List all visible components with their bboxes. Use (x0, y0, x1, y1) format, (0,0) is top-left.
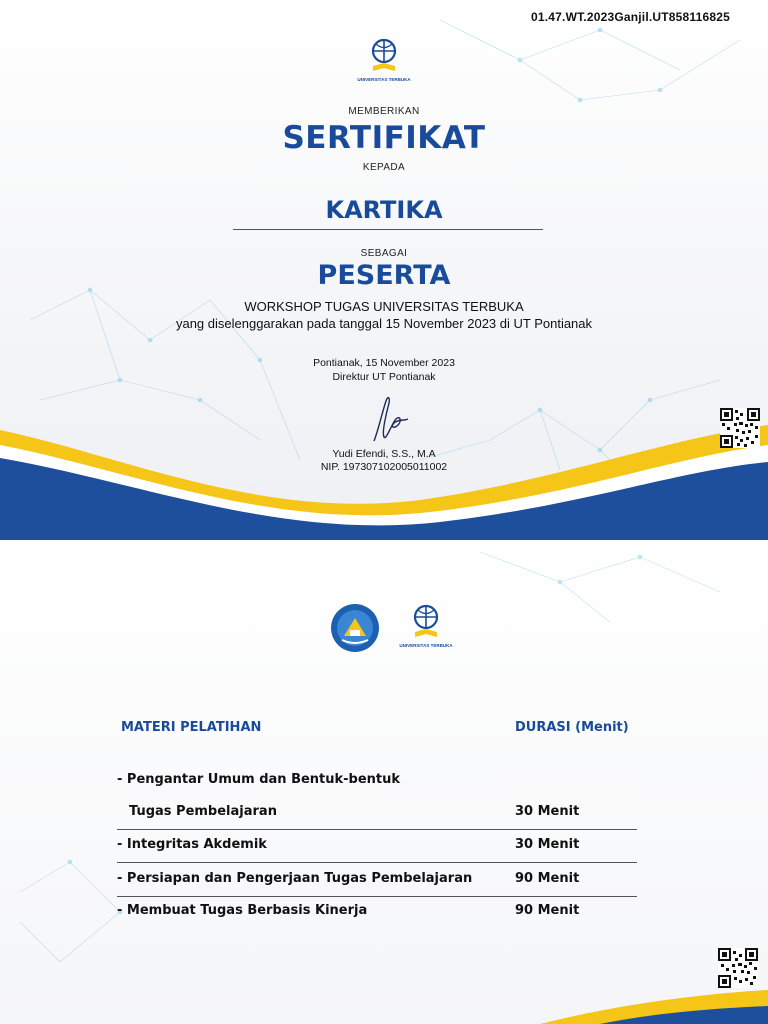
material-name: Tugas Pembelajaran (129, 804, 277, 819)
certificate-serial-number: 01.47.WT.2023Ganjil.UT858116825 (531, 10, 730, 24)
certificate-title: SERTIFIKAT (282, 120, 486, 156)
material-name: - Integritas Akdemik (117, 837, 267, 852)
participant-role: PESERTA (317, 260, 451, 291)
material-duration: 90 Menit (515, 903, 580, 918)
signer-name: Yudi Efendi, S.S., M.A (332, 448, 436, 460)
table-row (117, 903, 637, 929)
row-divider (117, 896, 637, 897)
ut-emblem-icon (369, 38, 399, 74)
sebagai-label: SEBAGAI (360, 248, 408, 259)
material-name: - Pengantar Umum dan Bentuk-bentuk (117, 772, 401, 787)
signer-nip: NIP. 197307102005011002 (320, 461, 448, 473)
event-name: WORKSHOP TUGAS UNIVERSITAS TERBUKA (244, 299, 524, 314)
signer-title: Direktur UT Pontianak (332, 371, 436, 383)
certificate-back (0, 542, 768, 1024)
recipient-name: KARTIKA (325, 196, 443, 224)
table-row (117, 804, 637, 830)
material-name: - Persiapan dan Pengerjaan Tugas Pembelajaran (117, 871, 473, 886)
qr-code-icon (718, 948, 758, 988)
ut-logo (396, 604, 456, 650)
table-row (117, 871, 637, 897)
material-duration: 30 Menit (515, 837, 580, 852)
name-underline (233, 229, 543, 230)
materials-header: MATERI PELATIHAN (121, 720, 262, 735)
duration-header: DURASI (Menit) (515, 720, 629, 735)
row-divider (117, 829, 637, 830)
material-name: - Membuat Tugas Berbasis Kinerja (117, 903, 368, 918)
ut-logo-text: UNIVERSITAS TERBUKA (357, 77, 411, 82)
kepada-label: KEPADA (362, 162, 406, 173)
material-duration: 90 Menit (515, 871, 580, 886)
row-divider (117, 862, 637, 863)
material-duration: 30 Menit (515, 804, 580, 819)
ut-logo-text: UNIVERSITAS TERBUKA (399, 643, 453, 648)
ut-emblem-icon (411, 604, 441, 640)
table-row (117, 772, 637, 798)
kemdikbud-logo-icon (330, 602, 380, 654)
table-row (117, 837, 637, 863)
memberikan-label: MEMBERIKAN (348, 106, 420, 117)
qr-code-icon (720, 408, 760, 448)
signature-image (364, 393, 414, 445)
event-detail: yang diselenggarakan pada tanggal 15 November 2023 di UT Pontianak (175, 316, 593, 331)
place-date: Pontianak, 15 November 2023 (313, 357, 455, 369)
ut-logo (354, 38, 414, 84)
